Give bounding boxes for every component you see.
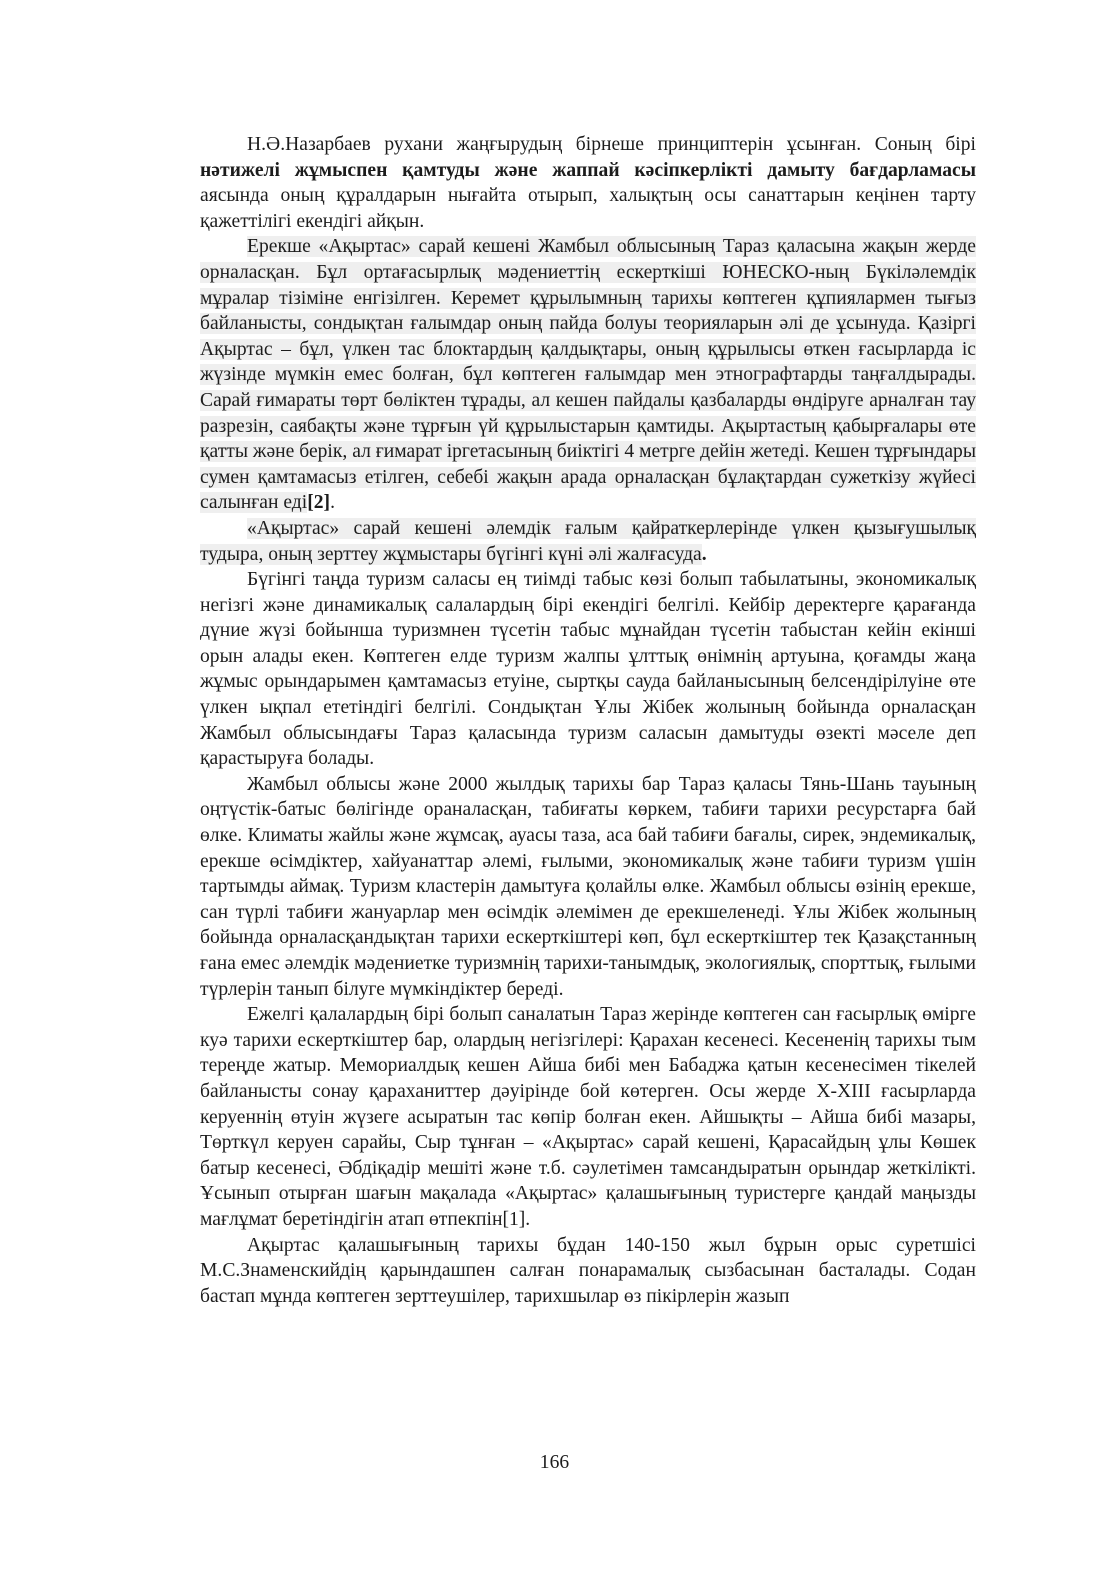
paragraph-text: . — [330, 492, 335, 514]
paragraph-5 — [200, 772, 976, 1002]
paragraph-text: Ерекше «Ақыртас» сарай кешені Жамбыл облысының Тараз қаласына жақын жерде орналасқан. Бұл ортағасырлық мәдениеттің ескерткіші ЮНЕСКО-ның Бүкіләлемдік мұралар тізіміне енгізілген. Керемет құрылымның тарихы көптеген құпиялармен тығыз байланысты, сондықтан ғалымдар оның пайда болуы теорияларын әлі де ұсынуда. Қазіргі Ақыртас – бұл, үлкен тас блоктардың қалдықтары, оның құрылысы өткен ғасырларда іс жүзінде мүмкін емес болған, бұл көптеген ғалымдар мен этнографтарды таңғалдырады. Сарай ғимараты төрт бөліктен тұрады, ал кешен пайдалы қазбаларды өндіруге арналған тау разрезін, саябақты және тұрғын үй құрылыстарын қамтиды. Ақыртастың қабырғалары өте қатты және берік, ал ғимарат іргетасының биіктігі 4 метрге дейін жетеді. Кешен тұрғындары сумен қамтамасыз етілген, себебі жақын арада орналасқан бұлақтардан сужеткізу жүйесі салынған еді — [200, 236, 976, 514]
paragraph-text: Жамбыл облысы және 2000 жылдық тарихы бар Тараз қаласы Тянь-Шань тауының оңтүстік-батыс бөлігінде ораналасқан, табиғаты көркем, табиғи тарихи ресурстарға бай өлке. Климаты жайлы және жұмсақ, ауасы таза, аса бай табиғи бағалы, сирек, эндемикалық, ерекше өсімдіктер, хайуанаттар әлемі, ғылыми, экономикалық және табиғи туризм үшін тартымды аймақ. Туризм кластерін дамытуға қолайлы өлке. Жамбыл облысы өзінің ерекше, сан түрлі табиғи жануарлар мен өсімдік әлемімен де ерекшеленеді. Ұлы Жібек жолының бойында орналасқандықтан тарихи ескерткіштері көп, бұл ескерткіштер тек Қазақстанның ғана емес әлемдік мәдениетке туризмнің тарихи-танымдық, экологиялық, спорттық, ғылыми түрлерін танып білуге мүмкіндіктер береді. — [200, 773, 976, 1000]
bold-text: . — [701, 543, 707, 565]
paragraph-text: Ақыртас қалашығының тарихы бұдан 140-150 жыл бұрын орыс суретшісі М.С.Знаменскийдің қарындашпен салған понарамалық сызбасынан басталады. Содан бастап мұнда көптеген зерттеушілер, тарихшылар өз пікірлерін жазып — [200, 1234, 976, 1307]
paragraph-text: Ежелгі қалалардың бірі болып саналатын Тараз жерінде көптеген сан ғасырлық өмірге куә тарихи ескерткіштер бар, олардың негізгілері: Қарахан кесенесі. Кесененің тарихы тым тереңде жатыр. Мемориалдық кешен Айша бибі мен Бабаджа қатын кесенесімен тікелей байланысты сонау қараханиттер дәуірінде бой көтерген. Осы жерде X-XIII ғасырларда керуеннің өтуін жүзеге асыратын тас көпір болған екен. Айшықты – Айша бибі мазары, Төрткүл керуен сарайы, Сыр тұнған – «Ақыртас» сарай кешені, Қарасайдың ұлы Көшек батыр кесенесі, Әбдіқадір мешіті және т.б. сәулетімен тамсандыратын орындар жеткілікті. Ұсынып отырған шағын мақалада «Ақыртас» қалашығының туристерге қандай маңызды мағлұмат беретіндігін атап өтпекпін[1]. — [200, 1004, 976, 1230]
paragraph-text: «Ақыртас» сарай кешені әлемдік ғалым қайраткерлерінде үлкен қызығушылық тудыра, оның зерттеу жұмыстары бүгінгі күні әлі жалғасуда — [200, 517, 976, 565]
bold-text: нәтижелі жұмыспен қамтуды және жаппай кәсіпкерлікті дамыту бағдарламасы — [200, 159, 976, 181]
paragraph-3 — [200, 516, 976, 567]
paragraph-text: Н.Ә.Назарбаев рухани жаңғырудың бірнеше принциптерін ұсынған. Соның бірі — [247, 134, 976, 155]
paragraph-4 — [200, 567, 976, 772]
paragraph-text: аясында оның құралдарын нығайта отырып, халықтың осы санаттарын кеңінен тарту қажеттілігі екендігі айқын. — [200, 185, 976, 232]
body-text — [200, 132, 976, 1309]
paragraph-text: Бүгінгі таңда туризм саласы ең тиімді табыс көзі болып табылатыны, экономикалық негізгі және динамикалық салалардың бірі екендігі белгілі. Кейбір деректерге қарағанда дүние жүзі бойынша туризмнен түсетін табыс мұнайдан түсетін табыстан кейін екінші орын алады екен. Көптеген елде туризм жалпы ұлттық өнімнің артуына, қоғамды жаңа жұмыс орындарымен қамтамасыз етуіне, сыртқы сауда байланысының белсендірілуіне өте үлкен ықпал ететіндігі белгілі. Сондықтан Ұлы Жібек жолының бойында орналасқан Жамбыл облысындағы Тараз қаласында туризм саласын дамытуды өзекті мәселе деп қарастыруға болады. — [200, 569, 976, 770]
paragraph-2 — [200, 234, 976, 516]
paragraph-6 — [200, 1002, 976, 1232]
paragraph-7 — [200, 1233, 976, 1310]
paragraph-1 — [200, 132, 976, 234]
page-number: 166 — [539, 1452, 570, 1473]
citation: [2] — [307, 492, 331, 514]
